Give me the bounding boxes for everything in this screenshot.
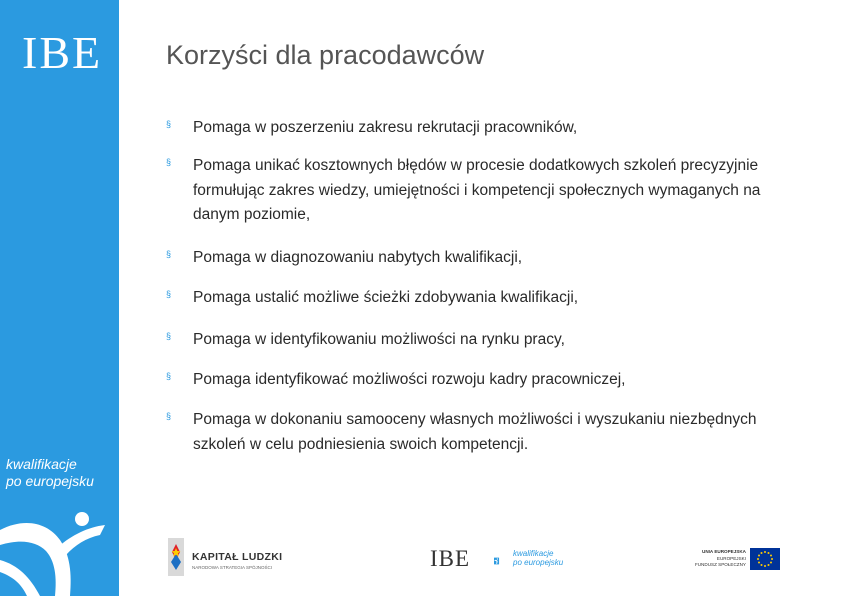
eu-label-line2: EUROPEJSKI (716, 555, 746, 561)
list-item (166, 328, 806, 353)
kapital-ludzki-icon (166, 538, 186, 576)
kp-figure-icon (494, 549, 512, 573)
kp-footer-line2: po europejsku (513, 558, 564, 567)
kapital-ludzki-sublabel: NARODOWA STRATEGIA SPÓJNOŚCI (192, 565, 273, 570)
eu-label-line1: UNIA EUROPEJSKA (702, 549, 746, 554)
kp-footer-line1: kwalifikacje (513, 549, 554, 558)
list-item (166, 246, 806, 271)
bullet-text: Pomaga identyfikować możliwości rozwoju kadry pracowniczej, (193, 371, 626, 388)
bullet-text: Pomaga w dokonaniu samooceny własnych możliwości i wyszukaniu niezbędnych szkoleń w celu podniesienia swoich kompetencji. (193, 411, 757, 453)
bullet-marker: § (166, 119, 172, 129)
bullet-marker: § (166, 289, 172, 299)
bullet-marker: § (166, 411, 172, 421)
sidebar-tagline (6, 456, 94, 490)
list-item (166, 154, 806, 228)
bullet-text: Pomaga w poszerzeniu zakresu rekrutacji pracowników, (193, 119, 578, 136)
bullet-text: Pomaga w diagnozowaniu nabytych kwalifikacji, (193, 249, 523, 266)
ibe-figure-icon (0, 505, 119, 596)
eu-label (676, 549, 746, 569)
list-item (166, 408, 806, 457)
ibe-footer-logo: IBE (430, 546, 471, 571)
sidebar (0, 0, 119, 596)
bullet-marker: § (166, 331, 172, 341)
list-item (166, 286, 806, 311)
sidebar-tagline-line1: kwalifikacje (6, 456, 77, 472)
bullet-marker: § (166, 371, 172, 381)
eu-label-line3: FUNDUSZ SPOŁECZNY (694, 562, 746, 567)
slide-title: Korzyści dla pracodawców (166, 40, 485, 70)
ibe-logo: IBE (22, 27, 103, 78)
bullet-text: Pomaga unikać kosztownych błędów w procesie dodatkowych szkoleń precyzyjnie formułując zakres wiedzy, umiejętności i kompetencji społecznych wymaganych na danym poziomie, (193, 157, 761, 223)
bullet-marker: § (166, 157, 172, 167)
sidebar-tagline-line2: po europejsku (6, 473, 94, 489)
list-item (166, 116, 806, 141)
bullet-text: Pomaga ustalić możliwe ścieżki zdobywania kwalifikacji, (193, 289, 579, 306)
bullet-text: Pomaga w identyfikowaniu możliwości na rynku pracy, (193, 331, 565, 348)
list-item (166, 368, 806, 393)
kapital-ludzki-logo (192, 551, 282, 570)
bullet-marker: § (166, 249, 172, 259)
kp-footer-tagline (513, 549, 563, 567)
eu-flag-icon (750, 548, 780, 570)
kapital-ludzki-label: KAPITAŁ LUDZKI (192, 551, 283, 563)
